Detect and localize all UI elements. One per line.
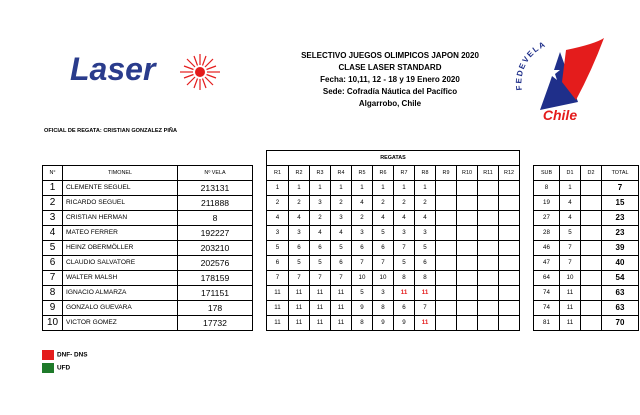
race-result-cell: 8 — [373, 300, 394, 315]
discard1-cell: 11 — [560, 285, 581, 300]
legend-ufd — [42, 363, 70, 373]
race-result-cell — [499, 315, 520, 330]
race-result-cell — [499, 180, 520, 195]
discard1-cell: 7 — [560, 240, 581, 255]
race-result-cell: 4 — [310, 225, 331, 240]
position-cell: 4 — [43, 225, 63, 240]
col-header: R6 — [373, 165, 394, 180]
race-result-cell — [457, 270, 478, 285]
race-result-cell: 3 — [310, 195, 331, 210]
race-result-cell: 7 — [373, 255, 394, 270]
spacer — [253, 165, 267, 180]
race-result-cell: 6 — [331, 255, 352, 270]
race-result-cell: 7 — [267, 270, 289, 285]
position-cell: 8 — [43, 285, 63, 300]
spacer — [253, 180, 267, 195]
laser-sun-icon — [180, 54, 220, 90]
logo-arc-text: FEDEVELA — [514, 39, 548, 91]
race-result-cell — [457, 255, 478, 270]
total-cell: 23 — [602, 225, 639, 240]
position-cell: 10 — [43, 315, 63, 330]
race-result-cell: 11 — [289, 285, 310, 300]
spacer — [520, 285, 534, 300]
race-result-cell: 11 — [310, 315, 331, 330]
race-result-cell: 9 — [373, 315, 394, 330]
discard2-cell — [581, 285, 602, 300]
table-row — [43, 270, 639, 285]
discard1-cell: 4 — [560, 210, 581, 225]
race-result-cell — [499, 270, 520, 285]
race-result-cell — [478, 195, 499, 210]
helmsman-cell: RICARDO SEGUEL — [63, 195, 178, 210]
race-result-cell: 4 — [289, 210, 310, 225]
race-result-cell — [499, 285, 520, 300]
spacer — [253, 300, 267, 315]
race-result-cell — [457, 285, 478, 300]
col-header: R9 — [436, 165, 457, 180]
total-cell: 63 — [602, 300, 639, 315]
helmsman-cell: CLEMENTE SEGUEL — [63, 180, 178, 195]
position-cell: 2 — [43, 195, 63, 210]
discard1-cell: 10 — [560, 270, 581, 285]
race-result-cell — [436, 285, 457, 300]
race-result-cell — [436, 180, 457, 195]
helmsman-cell: GONZALO GUEVARA — [63, 300, 178, 315]
race-result-cell: 7 — [310, 270, 331, 285]
race-result-cell: 11 — [331, 315, 352, 330]
race-result-cell: 1 — [331, 180, 352, 195]
spacer — [253, 240, 267, 255]
discard1-cell: 4 — [560, 195, 581, 210]
total-cell: 63 — [602, 285, 639, 300]
race-result-cell: 6 — [289, 240, 310, 255]
sail-number-cell: 171151 — [178, 285, 253, 300]
spacer — [520, 180, 534, 195]
spacer — [520, 195, 534, 210]
col-header: R12 — [499, 165, 520, 180]
race-result-cell: 11 — [310, 285, 331, 300]
fedevela-chile-logo — [500, 30, 610, 125]
table-row — [43, 240, 639, 255]
helmsman-cell: IGNACIO ALMARZA — [63, 285, 178, 300]
col-header: R3 — [310, 165, 331, 180]
race-result-cell: 11 — [415, 285, 436, 300]
spacer — [520, 210, 534, 225]
sail-number-cell: 17732 — [178, 315, 253, 330]
spacer — [253, 315, 267, 330]
event-dates: Fecha: 10,11, 12 - 18 y 19 Enero 2020 — [320, 75, 460, 84]
race-result-cell — [436, 270, 457, 285]
spacer — [253, 270, 267, 285]
race-result-cell: 4 — [331, 225, 352, 240]
table-row — [43, 195, 639, 210]
discard1-cell: 7 — [560, 255, 581, 270]
race-result-cell — [499, 300, 520, 315]
col-header: N° — [43, 165, 63, 180]
col-header: R7 — [394, 165, 415, 180]
race-result-cell: 7 — [415, 300, 436, 315]
race-result-cell: 5 — [267, 240, 289, 255]
race-result-cell: 1 — [310, 180, 331, 195]
race-result-cell: 1 — [373, 180, 394, 195]
discard2-cell — [581, 270, 602, 285]
race-result-cell: 2 — [373, 195, 394, 210]
helmsman-cell: CLAUDIO SALVATORE — [63, 255, 178, 270]
race-result-cell — [457, 300, 478, 315]
discard2-cell — [581, 315, 602, 330]
race-result-cell — [478, 300, 499, 315]
total-cell: 40 — [602, 255, 639, 270]
race-result-cell: 11 — [394, 285, 415, 300]
race-result-cell: 8 — [352, 315, 373, 330]
discard1-cell: 5 — [560, 225, 581, 240]
sail-number-cell: 192227 — [178, 225, 253, 240]
total-cell: 23 — [602, 210, 639, 225]
race-result-cell: 5 — [331, 240, 352, 255]
race-result-cell: 5 — [289, 255, 310, 270]
table-row — [43, 315, 639, 330]
col-header: R11 — [478, 165, 499, 180]
results-table — [42, 150, 639, 331]
legend-dnf-swatch — [42, 350, 54, 360]
race-result-cell: 2 — [352, 210, 373, 225]
race-result-cell — [436, 225, 457, 240]
race-result-cell: 1 — [394, 180, 415, 195]
event-class: CLASE LASER STANDARD — [338, 63, 442, 72]
race-result-cell: 4 — [394, 210, 415, 225]
discard1-cell: 1 — [560, 180, 581, 195]
race-result-cell: 1 — [415, 180, 436, 195]
subtotal-cell: 64 — [534, 270, 560, 285]
race-result-cell: 3 — [289, 225, 310, 240]
total-cell: 70 — [602, 315, 639, 330]
position-cell: 9 — [43, 300, 63, 315]
race-result-cell — [478, 210, 499, 225]
race-result-cell: 6 — [415, 255, 436, 270]
discard2-cell — [581, 255, 602, 270]
race-result-cell: 4 — [267, 210, 289, 225]
sail-number-cell: 8 — [178, 210, 253, 225]
race-result-cell: 11 — [289, 300, 310, 315]
race-result-cell: 3 — [415, 225, 436, 240]
col-header: D2 — [581, 165, 602, 180]
race-result-cell — [478, 255, 499, 270]
discard2-cell — [581, 180, 602, 195]
spacer — [253, 255, 267, 270]
event-venue: Sede: Cofradía Náutica del Pacífico — [322, 87, 458, 96]
race-result-cell — [436, 255, 457, 270]
race-result-cell — [499, 240, 520, 255]
race-result-cell: 1 — [352, 180, 373, 195]
spacer — [253, 210, 267, 225]
race-result-cell: 10 — [352, 270, 373, 285]
race-result-cell: 8 — [394, 270, 415, 285]
position-cell: 7 — [43, 270, 63, 285]
race-result-cell: 2 — [415, 195, 436, 210]
race-result-cell — [457, 315, 478, 330]
race-result-cell — [436, 240, 457, 255]
legend-dnf — [42, 350, 88, 360]
subtotal-cell: 27 — [534, 210, 560, 225]
discard1-cell: 11 — [560, 315, 581, 330]
subtotal-cell: 19 — [534, 195, 560, 210]
position-cell: 3 — [43, 210, 63, 225]
race-result-cell: 3 — [267, 225, 289, 240]
race-result-cell: 2 — [310, 210, 331, 225]
subtotal-cell: 81 — [534, 315, 560, 330]
table-row — [43, 180, 639, 195]
legend-ufd-label: UFD — [57, 364, 71, 372]
race-result-cell: 4 — [352, 195, 373, 210]
race-result-cell — [499, 210, 520, 225]
race-result-cell: 11 — [310, 300, 331, 315]
race-result-cell — [457, 195, 478, 210]
race-result-cell — [478, 270, 499, 285]
race-result-cell: 5 — [352, 285, 373, 300]
discard2-cell — [581, 210, 602, 225]
spacer — [520, 165, 534, 180]
col-header: R4 — [331, 165, 352, 180]
race-result-cell: 6 — [310, 240, 331, 255]
race-result-cell: 11 — [289, 315, 310, 330]
spacer — [520, 240, 534, 255]
col-header: R10 — [457, 165, 478, 180]
total-cell: 54 — [602, 270, 639, 285]
race-result-cell: 11 — [267, 315, 289, 330]
sail-number-cell: 211888 — [178, 195, 253, 210]
race-result-cell: 5 — [310, 255, 331, 270]
svg-text:FEDEVELA — [514, 39, 547, 90]
event-title: SELECTIVO JUEGOS OLIMPICOS JAPON 2020 — [301, 51, 479, 60]
race-result-cell — [436, 195, 457, 210]
regatas-group-header: REGATAS — [267, 151, 520, 166]
race-result-cell — [478, 240, 499, 255]
table-row — [43, 300, 639, 315]
spacer — [520, 270, 534, 285]
event-location: Algarrobo, Chile — [358, 99, 422, 108]
col-header: R5 — [352, 165, 373, 180]
spacer — [253, 285, 267, 300]
position-cell: 1 — [43, 180, 63, 195]
race-result-cell: 11 — [267, 285, 289, 300]
helmsman-cell: HEINZ OBERMÖLLER — [63, 240, 178, 255]
table-row — [43, 225, 639, 240]
race-result-cell: 2 — [331, 195, 352, 210]
race-result-cell — [478, 315, 499, 330]
spacer — [253, 225, 267, 240]
spacer — [520, 300, 534, 315]
race-result-cell: 5 — [415, 240, 436, 255]
helmsman-cell: MATEO FERRER — [63, 225, 178, 240]
spacer — [253, 195, 267, 210]
event-header — [240, 50, 540, 110]
subtotal-cell: 74 — [534, 285, 560, 300]
race-result-cell — [499, 225, 520, 240]
race-officer: OFICIAL DE REGATA: CRISTIAN GONZALEZ PIÑA — [44, 128, 178, 134]
race-result-cell: 6 — [267, 255, 289, 270]
race-result-cell: 1 — [267, 180, 289, 195]
col-header: R8 — [415, 165, 436, 180]
race-result-cell — [499, 195, 520, 210]
race-result-cell — [457, 225, 478, 240]
race-result-cell: 2 — [394, 195, 415, 210]
race-result-cell — [436, 315, 457, 330]
position-cell: 5 — [43, 240, 63, 255]
race-result-cell: 3 — [373, 285, 394, 300]
col-header: D1 — [560, 165, 581, 180]
race-result-cell: 8 — [415, 270, 436, 285]
laser-logo — [68, 50, 228, 94]
race-result-cell: 7 — [289, 270, 310, 285]
spacer — [520, 315, 534, 330]
race-result-cell: 11 — [415, 315, 436, 330]
table-row — [43, 285, 639, 300]
legend-ufd-swatch — [42, 363, 54, 373]
race-result-cell: 11 — [331, 285, 352, 300]
subtotal-cell: 74 — [534, 300, 560, 315]
logo-word: Chile — [542, 107, 578, 123]
sail-number-cell: 202576 — [178, 255, 253, 270]
race-result-cell: 6 — [373, 240, 394, 255]
race-result-cell: 11 — [267, 300, 289, 315]
col-header: TOTAL — [602, 165, 639, 180]
discard2-cell — [581, 240, 602, 255]
discard2-cell — [581, 300, 602, 315]
spacer — [520, 255, 534, 270]
race-result-cell: 4 — [373, 210, 394, 225]
race-result-cell — [478, 285, 499, 300]
sail-number-cell: 213131 — [178, 180, 253, 195]
race-result-cell: 9 — [394, 315, 415, 330]
discard2-cell — [581, 225, 602, 240]
subtotal-cell: 46 — [534, 240, 560, 255]
race-result-cell: 3 — [394, 225, 415, 240]
col-header: R1 — [267, 165, 289, 180]
race-result-cell: 9 — [352, 300, 373, 315]
helmsman-cell: WALTER MALSH — [63, 270, 178, 285]
col-header: R2 — [289, 165, 310, 180]
table-header-row — [43, 165, 639, 180]
race-result-cell — [457, 210, 478, 225]
race-result-cell: 11 — [331, 300, 352, 315]
spacer — [520, 225, 534, 240]
race-result-cell: 4 — [415, 210, 436, 225]
race-result-cell: 3 — [352, 225, 373, 240]
race-result-cell: 1 — [289, 180, 310, 195]
discard2-cell — [581, 195, 602, 210]
race-result-cell — [478, 180, 499, 195]
race-result-cell: 2 — [267, 195, 289, 210]
col-header: TIMONEL — [63, 165, 178, 180]
total-cell: 7 — [602, 180, 639, 195]
race-result-cell: 10 — [373, 270, 394, 285]
race-result-cell — [457, 180, 478, 195]
discard1-cell: 11 — [560, 300, 581, 315]
sail-number-cell: 203210 — [178, 240, 253, 255]
race-result-cell — [499, 255, 520, 270]
table-row — [43, 255, 639, 270]
subtotal-cell: 28 — [534, 225, 560, 240]
helmsman-cell: CRISTIAN HERMAN — [63, 210, 178, 225]
race-result-cell: 7 — [331, 270, 352, 285]
sail-number-cell: 178159 — [178, 270, 253, 285]
race-result-cell: 6 — [394, 300, 415, 315]
table-row — [43, 210, 639, 225]
total-cell: 15 — [602, 195, 639, 210]
sail-number-cell: 178 — [178, 300, 253, 315]
race-result-cell — [478, 225, 499, 240]
total-cell: 39 — [602, 240, 639, 255]
col-header: SUB — [534, 165, 560, 180]
col-header: Nº VELA — [178, 165, 253, 180]
position-cell: 6 — [43, 255, 63, 270]
legend-dnf-label: DNF- DNS — [57, 351, 88, 359]
race-result-cell: 6 — [352, 240, 373, 255]
subtotal-cell: 47 — [534, 255, 560, 270]
race-result-cell — [457, 240, 478, 255]
race-result-cell: 7 — [394, 240, 415, 255]
race-result-cell: 5 — [394, 255, 415, 270]
subtotal-cell: 8 — [534, 180, 560, 195]
race-result-cell — [436, 300, 457, 315]
laser-logo-text: Laser — [70, 51, 156, 87]
race-result-cell: 2 — [289, 195, 310, 210]
helmsman-cell: VICTOR GOMEZ — [63, 315, 178, 330]
race-result-cell: 7 — [352, 255, 373, 270]
race-result-cell: 5 — [373, 225, 394, 240]
race-result-cell: 3 — [331, 210, 352, 225]
race-result-cell — [436, 210, 457, 225]
